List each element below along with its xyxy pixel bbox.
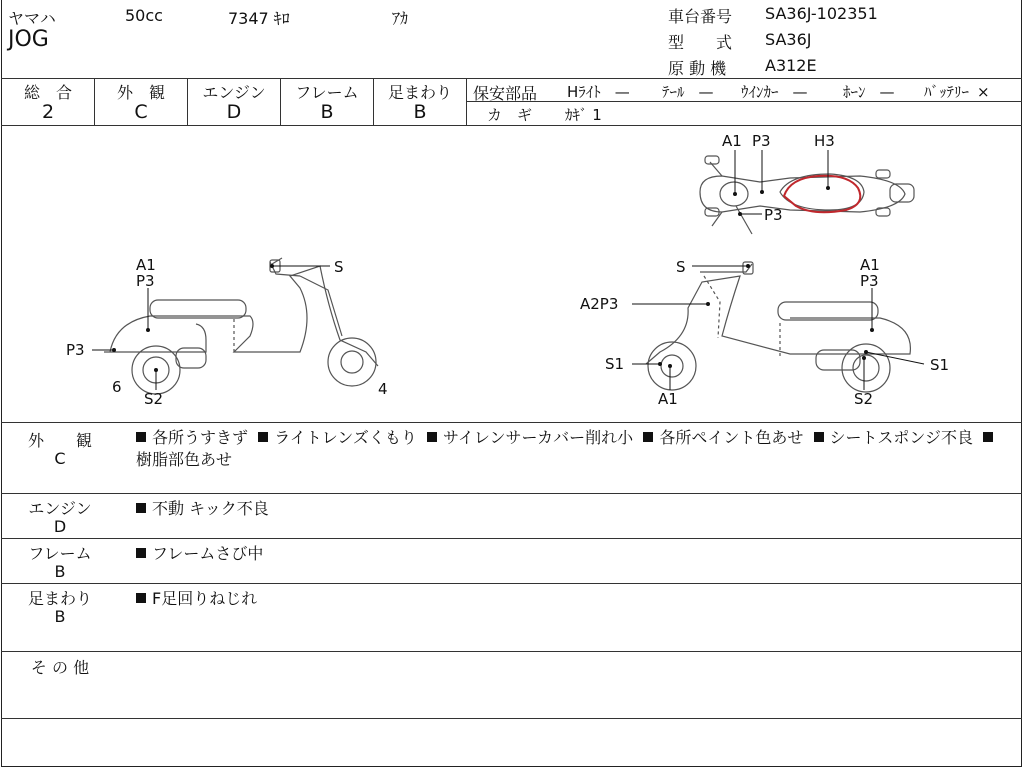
- section-title-suspension: 足まわり: [27, 589, 92, 608]
- label-right-a2p3: A2P3: [580, 295, 619, 313]
- grade-label-engine: エンジン: [202, 83, 266, 102]
- label-left-p3b: P3: [66, 341, 85, 359]
- label-top-p3: P3: [752, 132, 771, 150]
- section-grade-frame: B: [54, 562, 66, 581]
- grade-value-frame: B: [320, 101, 334, 123]
- grade-value-exterior: C: [134, 101, 148, 123]
- engine-value: A312E: [765, 56, 817, 75]
- damage-diagram: [0, 126, 1024, 422]
- section-notes-exterior: 各所うすきず ライトレンズくもり サイレンサーカバー削れ小 各所ペイント色あせ シートスポンジ不良 樹脂部色あせ: [136, 427, 1006, 471]
- label-left-p3: P3: [136, 272, 155, 290]
- model-name: JOG: [8, 27, 49, 52]
- section-notes-frame: フレームさび中: [136, 541, 263, 564]
- engine-label: 原 動 機: [668, 59, 727, 78]
- label-right-s: S: [676, 258, 686, 276]
- divider: [1, 651, 1022, 652]
- type-value: SA36J: [765, 30, 812, 49]
- maker: ヤマハ: [8, 9, 56, 28]
- safety-label: 保安部品: [473, 84, 538, 103]
- section-grade-exterior: C: [54, 449, 66, 468]
- label-left-s: S: [334, 258, 344, 276]
- label-right-s2: S2: [854, 390, 874, 408]
- section-grade-suspension: B: [54, 607, 66, 626]
- displacement: 50cc: [125, 6, 163, 25]
- label-left-6: 6: [112, 378, 122, 396]
- type-label: 型 式: [668, 33, 733, 52]
- grade-label-frame: フレーム: [295, 83, 359, 102]
- label-right-s1: S1: [605, 355, 625, 373]
- grade-label-overall: 総 合: [23, 83, 72, 102]
- divider: [1, 78, 1022, 79]
- grade-label-suspension: 足まわり: [387, 83, 452, 102]
- label-top-p3b: P3: [764, 206, 783, 224]
- color: ｱｶ: [392, 9, 409, 28]
- grade-value-overall: 2: [41, 101, 55, 123]
- label-right-s1b: S1: [930, 356, 950, 374]
- damage-mark: [784, 176, 860, 213]
- label-right-p3: P3: [860, 272, 879, 290]
- mileage: 7347 ｷﾛ: [228, 9, 290, 28]
- label-right-a1b: A1: [658, 390, 678, 408]
- section-title-exterior: 外 観: [27, 431, 92, 450]
- safety-item: Hﾗｲﾄ —: [567, 83, 630, 101]
- section-title-other: そ の 他: [30, 658, 90, 677]
- safety-item: ﾎｰﾝ —: [843, 83, 895, 101]
- divider: [466, 78, 467, 125]
- label-left-a1: A1: [136, 256, 156, 274]
- grade-value-suspension: B: [413, 101, 427, 123]
- section-title-frame: フレーム: [28, 544, 92, 563]
- divider: [1, 538, 1022, 539]
- label-right-a1: A1: [860, 256, 880, 274]
- label-top-h3: H3: [814, 132, 835, 150]
- divider: [1, 422, 1022, 423]
- divider: [1, 493, 1022, 494]
- section-title-engine: エンジン: [28, 499, 92, 518]
- label-top-a1: A1: [722, 132, 742, 150]
- key-value: ｶｷﾞ 1: [565, 106, 602, 124]
- divider: [1, 583, 1022, 584]
- section-notes-suspension: F足回りねじれ: [136, 586, 257, 609]
- grade-label-exterior: 外 観: [116, 83, 165, 102]
- grade-value-engine: D: [226, 101, 242, 123]
- frame-no: SA36J-102351: [765, 4, 878, 23]
- label-left-s2: S2: [144, 390, 164, 408]
- safety-item: ｳｲﾝｶｰ —: [741, 83, 808, 101]
- safety-item: ﾊﾞｯﾃﾘｰ ×: [924, 83, 990, 101]
- section-notes-engine: 不動 キック不良: [136, 496, 269, 519]
- safety-item: ﾃｰﾙ —: [662, 83, 714, 101]
- section-grade-engine: D: [53, 517, 67, 536]
- top-view-scooter: [700, 156, 914, 234]
- frame-no-label: 車台番号: [668, 7, 733, 26]
- divider: [1, 718, 1022, 719]
- key-label: カ ギ: [487, 106, 533, 124]
- label-left-4: 4: [378, 380, 388, 398]
